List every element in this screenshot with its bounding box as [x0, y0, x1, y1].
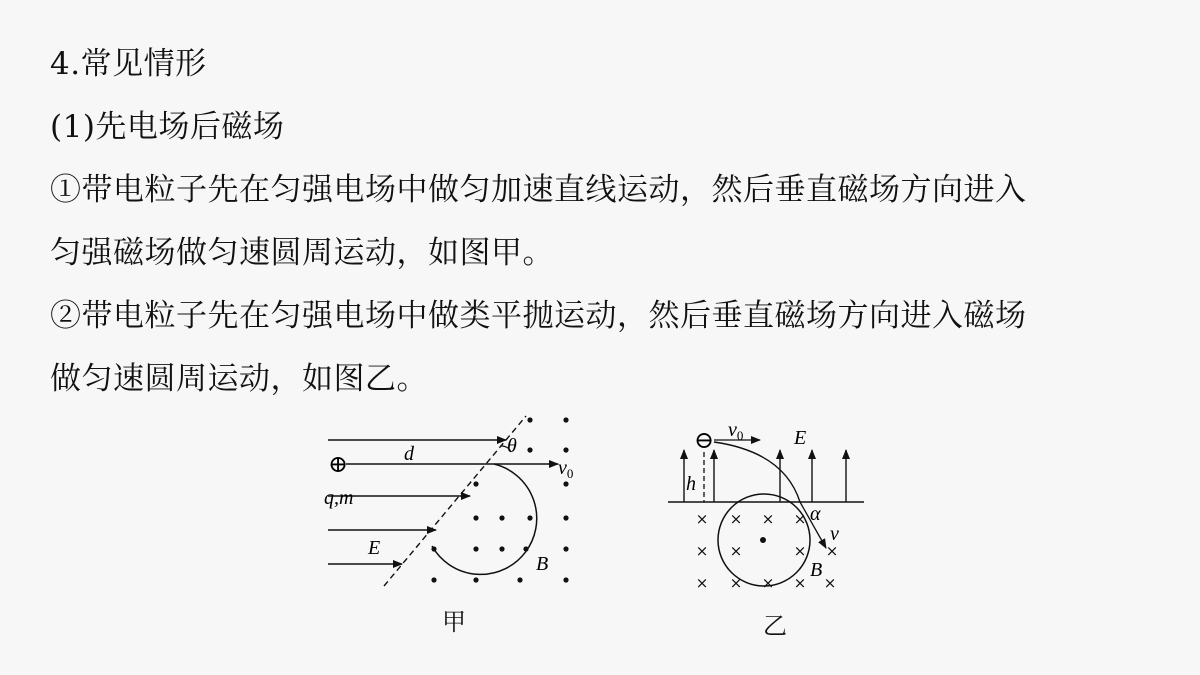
svg-text:×: ×	[729, 510, 743, 528]
svg-text:×: ×	[793, 510, 807, 528]
label-alpha: α	[810, 503, 821, 525]
label-B: B	[536, 553, 549, 575]
item-1-line-1: ①带电粒子先在匀强电场中做匀加速直线运动，然后垂直磁场方向进入	[50, 172, 1027, 208]
item-2-line-2: 做匀速圆周运动，如图乙。	[50, 361, 428, 397]
field-boundary	[384, 416, 526, 586]
svg-text:×: ×	[695, 542, 709, 560]
svg-text:×: ×	[825, 542, 839, 560]
svg-text:×: ×	[793, 574, 807, 592]
label-B: B	[810, 559, 823, 581]
svg-text:×: ×	[823, 574, 837, 592]
circle-center	[760, 537, 766, 543]
positive-charge-symbol: ⊕	[327, 450, 349, 478]
item-1-line-2: 匀强磁场做匀速圆周运动，如图甲。	[50, 235, 554, 271]
svg-text:×: ×	[793, 542, 807, 560]
svg-text:×: ×	[695, 574, 709, 592]
figure-jia-caption: 甲	[442, 608, 466, 636]
svg-text:×: ×	[761, 574, 775, 592]
item-2-line-1: ②带电粒子先在匀强电场中做类平抛运动，然后垂直磁场方向进入磁场	[50, 298, 1027, 334]
label-d: d	[404, 443, 414, 465]
label-theta: θ	[507, 435, 517, 457]
svg-text:×: ×	[729, 574, 743, 592]
parabolic-trajectory	[714, 442, 800, 502]
figure-yi-diagram	[660, 408, 875, 603]
label-E: E	[368, 537, 381, 559]
figure-jia-diagram	[318, 408, 588, 598]
negative-charge-symbol: ⊖	[693, 426, 715, 454]
label-v0: $v_0$	[728, 419, 744, 443]
circular-trajectory	[432, 464, 537, 574]
label-E: E	[794, 427, 807, 449]
section-heading: 4.常见情形	[50, 46, 207, 82]
label-qm: q,m	[324, 487, 354, 509]
svg-text:×: ×	[761, 510, 775, 528]
label-h: h	[686, 473, 696, 495]
svg-text:×: ×	[729, 542, 743, 560]
svg-text:×: ×	[695, 510, 709, 528]
label-v: v	[830, 523, 839, 545]
figure-yi-caption: 乙	[763, 612, 787, 640]
subsection-heading: (1)先电场后磁场	[50, 109, 285, 145]
label-v0: $v_0$	[558, 457, 574, 481]
